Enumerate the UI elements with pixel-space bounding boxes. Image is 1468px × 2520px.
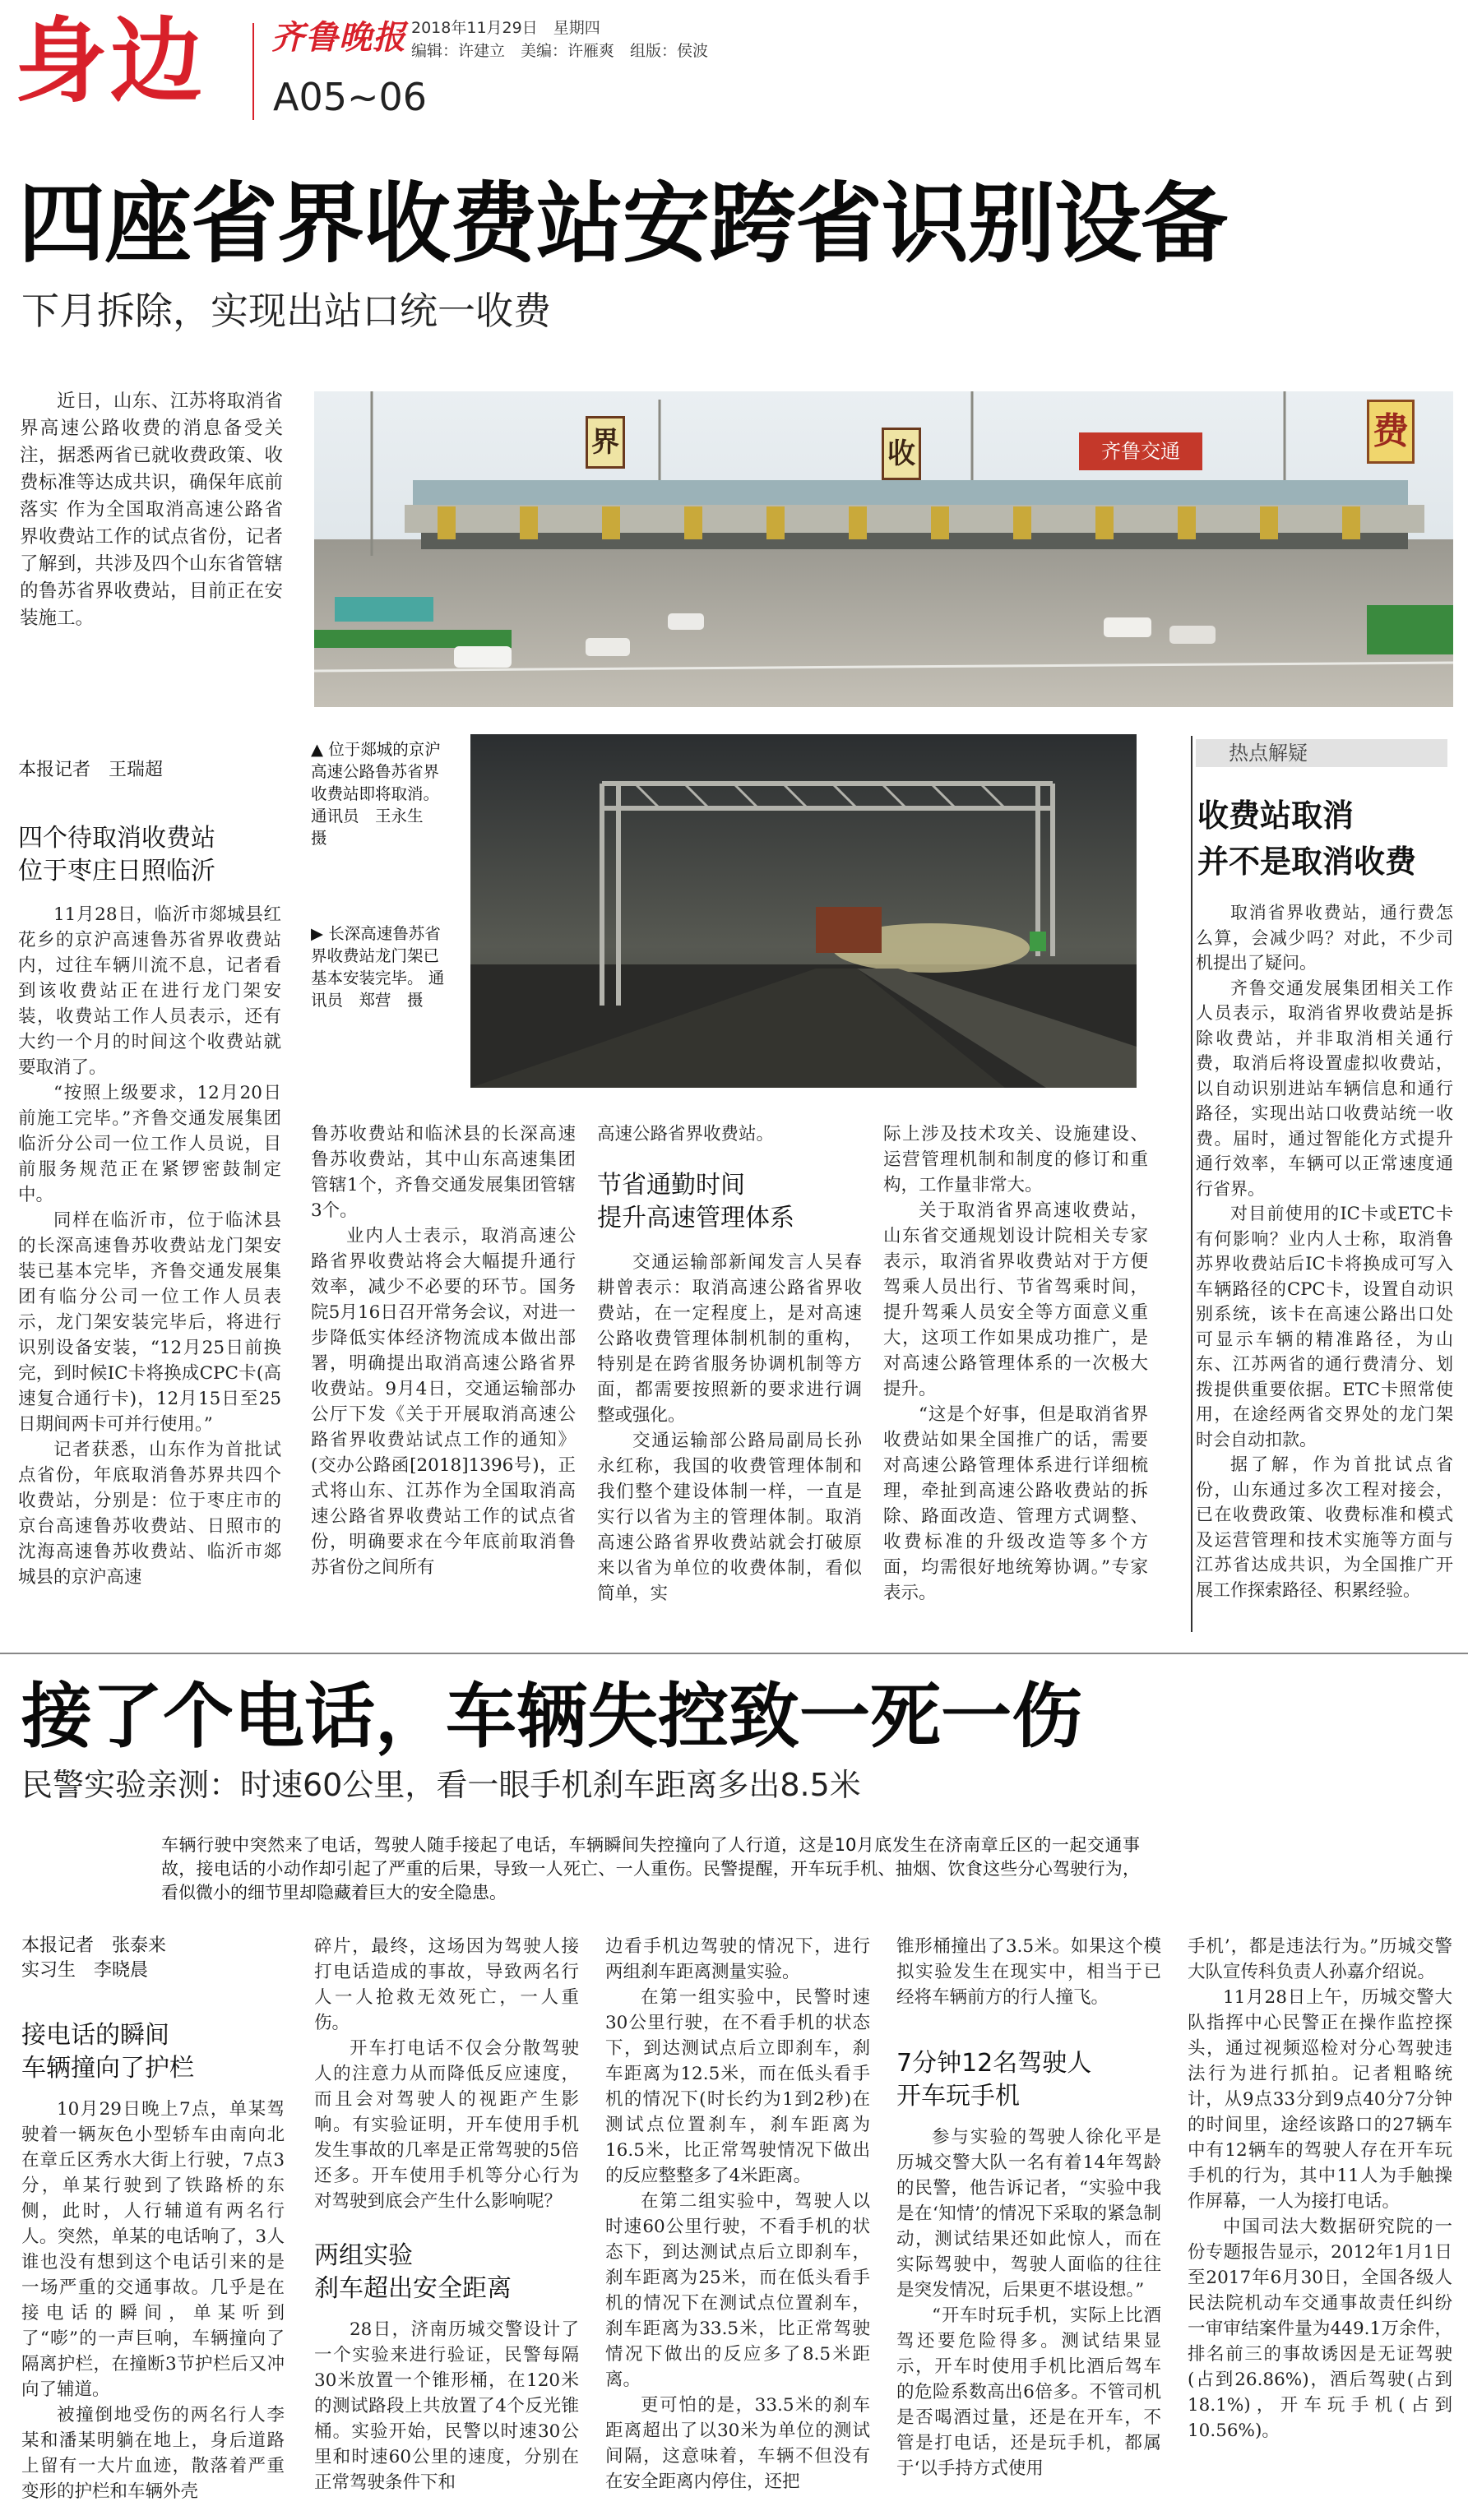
editor-credits: 编辑：许建立 美编：许雁爽 组版：侯波: [411, 42, 709, 60]
article2-headline: 接了个电话，车辆失控致一死一伤: [21, 1676, 1082, 1758]
article2-col1-p1: 10月29日晚上7点，单某驾驶着一辆灰色小型轿车由南向北在章丘区秀水大街上行驶，7点3分，单某行驶到了铁路桥的东侧，此时，人行辅道有两名行人。突然，单某的电话响了，3人谁也没有想到这个电话引来的是一场严重的交通事故。几乎是在接电话的瞬间，单某听到了“嘭”的一声巨响，车辆撞向了隔离护栏，在撞断3节护栏后又冲向了辅道。: [21, 2099, 285, 2400]
article2-col2b-p1: 28日，济南历城交警设计了一个实验来进行验证，民警每隔30米放置一个锥形桶，在120米的测试路段上共放置了4个反光锥桶。实验开始，民警以时速30公里和时速60公里的速度，分别在正常驾驶条件下和: [314, 2319, 579, 2493]
toll-sign-1: 界: [586, 416, 625, 469]
article2-column-2: [314, 1934, 579, 2214]
article1-col3-p1: 交通运输部新闻发言人吴春耕曾表示：取消高速公路省界收费站，在一定程度上，是对高速公路收费管理体制机制的重构，特别是在跨省服务协调机制等方面，都需要按照新的要求进行调整或强化。: [597, 1252, 862, 1426]
article1-col3-p2: 交通运输部公路局副局长孙永红称，我国的收费管理体制和我们整个建设体制一样，一直是实行以省为主的管理体制。取消高速公路省界收费站就会打破原来以省为单位的收费体制，看似简单，实: [597, 1431, 862, 1604]
article1-col1-p3: 同样在临沂市，位于临沭县的长深高速鲁苏收费站龙门架安装已基本完毕，齐鲁交通发展集团有临分公司一位工作人员表示，龙门架安装完毕后，将进行识别设备安装，“12月25日前换完，到时候IC卡将换成CPC卡(高速复合通行卡)，12月15日至25日期间两卡可并行使用。”: [18, 1210, 281, 1435]
article1-subhead-2-line1: 节省通勤时间: [597, 1171, 745, 1200]
sidebar-p4: 据了解，作为首批试点省份，山东通过多次工程对接会，已在收费政策、收费标准和模式及运营管理和技术实施等方面与江苏省达成共识，为全国推广开展工作探索路径、积累经验。: [1196, 1454, 1453, 1600]
sidebar-body: [1196, 900, 1453, 1602]
article2-col4-p2: “开车时玩手机，实际上比酒驾还要危险得多。测试结果显示，开车时使用手机比酒后驾车的危险系数高出6倍多。不管司机是否喝酒过量，还是在开车，不管是打电话，还是玩手机，都属于‘以手持方式使用: [896, 2305, 1161, 2479]
article1-subhead-2-line2: 提升高速管理体系: [597, 1204, 794, 1232]
article2-subhead-2-line1: 两组实验: [314, 2241, 413, 2270]
article1-lead: [20, 388, 283, 632]
article2-col3-p3: 在第二组实验中，驾驶人以时速60公里行驶，不看手机的状态下，到达测试点后立即刹车，刹车距离为25米，而在低头看手机的情况下在测试点位置刹车，刹车距离为33.5米，比正常驾驶情况下做出的反应多了8.5米距离。: [605, 2191, 870, 2390]
article2-column-2-body: [314, 2317, 579, 2495]
article1-col4-p3: “这是个好事，但是取消省界收费站如果全国推广的话，需要对高速公路管理体系进行详细梳理，牵扯到高速公路收费站的拆除、路面改造、管理方式调整、收费标准的升级改造等多个方面，均需很好地统筹协调。”专家表示。: [883, 1404, 1148, 1603]
sidebar-title-line1: 收费站取消: [1197, 798, 1355, 834]
article2-subhead-3: [896, 2047, 1091, 2113]
article2-col3-p4: 更可怕的是，33.5米的刹车距离超出了以30米为单位的测试间隔，这意味着，车辆不但没有在安全距离内停住，还把: [605, 2395, 870, 2492]
article1-column-4: [883, 1121, 1148, 1606]
article2-col3-p2: 在第一组实验中，民警时速30公里行驶，在不看手机的状态下，到达测试点后立即刹车，刹车距离为12.5米，而在低头看手机的情况下(时长约为1到2秒)在测试点位置刹车，刹车距离为16.5米，比正常驾驶情况下做出的反应整整多了4米距离。: [605, 1987, 870, 2186]
article2-col3-p1: 边看手机边驾驶的情况下，进行两组刹车距离测量实验。: [605, 1936, 870, 1982]
article2-subhead-3-line1: 7分钟12名驾驶人: [896, 2049, 1092, 2078]
toll-sign-2: 收: [882, 428, 921, 480]
article2-subhead-3-line2: 开车玩手机: [896, 2082, 1020, 2111]
article2-col5-p2: 中国司法大数据研究院的一份专题报告显示，2012年1月1日至2017年6月30日，全国各级人民法院机动车交通事故责任纠纷一审审结案件量为449.1万余件，排名前三的事故诱因是无证驾驶(占到26.86%)，酒后驾驶(占到18.1%)，开车玩手机(占到10.56%)。: [1188, 2217, 1452, 2441]
article2-col4-top: 锥形桶撞出了3.5米。如果这个模拟实验发生在现实中，相当于已经将车辆前方的行人撞飞。: [896, 1936, 1161, 2008]
sidebar-p2: 齐鲁交通发展集团相关工作人员表示，取消省界收费站是拆除收费站，并非取消相关通行费，取消后将设置虚拟收费站，以自动识别进站车辆信息和通行路径，实现出站口收费站统一收费。届时，通过智能化方式提升通行效率，车辆可以正常速度通行省界。: [1196, 978, 1453, 1199]
article2-col4-p1: 参与实验的驾驶人徐化平是历城交警大队一名有着14年驾龄的民警，他告诉记者，“实验中我是在‘知情’的情况下采取的紧急制动，测试结果还如此惊人，而在实际驾驶中，驾驶人面临的往往是突发情况，后果更不堪设想。”: [896, 2127, 1161, 2300]
article2-byline-reporter: 本报记者 张泰来: [21, 1935, 167, 1956]
article1-column-3: [597, 1121, 862, 1147]
toll-sign-3: 费: [1367, 400, 1415, 464]
article1-byline: 本报记者 王瑞超: [18, 760, 164, 780]
article1-column-3-body: [597, 1250, 862, 1607]
masthead-divider: [252, 23, 254, 120]
sidebar-title: [1197, 793, 1416, 885]
article2-column-5: [1188, 1934, 1452, 2444]
photo-caption-2: ▶ 长深高速鲁苏省界收费站龙门架已基本安装完毕。 通讯员 郑营 摄: [311, 924, 445, 1010]
article2-subheadline: 民警实验亲测：时速60公里，看一眼手机刹车距离多出8.5米: [21, 1767, 861, 1803]
article2-column-4: [896, 1934, 1161, 2010]
article2-lead: 车辆行驶中突然来了电话，驾驶人随手接起了电话，车辆瞬间失控撞向了人行道，这是10月底发生在济南章丘区的一起交通事故，接电话的小动作却引起了严重的后果，导致一人死亡、一人重伤。民警提醒，开车玩手机、抽烟、饮食这些分心驾驶行为，看似微小的细节里却隐藏着巨大的安全隐患。: [161, 1835, 1140, 1903]
article2-column-4-body: [896, 2125, 1161, 2481]
article1-col3-top: 高速公路省界收费站。: [597, 1124, 775, 1144]
article2-byline: [21, 1934, 166, 1983]
toll-plaza-photo: [314, 391, 1453, 707]
sidebar-p1: 取消省界收费站，通行费怎么算，会减少吗？对此，不少司机提出了疑问。: [1196, 903, 1453, 973]
paper-logo: 齐鲁晚报: [271, 18, 406, 57]
article1-col2-p1: 鲁苏收费站和临沭县的长深高速鲁苏收费站，其中山东高速集团管辖1个，齐鲁交通发展集团管辖3个。: [311, 1124, 576, 1221]
article2-subhead-1-line1: 接电话的瞬间: [21, 2021, 169, 2050]
article2-column-1: [21, 2097, 285, 2504]
article1-subheadline: 下月拆除，实现出站口统一收费: [21, 289, 551, 333]
gantry-photo: [470, 734, 1137, 1088]
article1-subhead-2: [597, 1169, 794, 1235]
sidebar-p3: 对目前使用的IC卡或ETC卡有何影响？业内人士称，取消鲁苏界收费站后IC卡将换成可写入车辆路径的CPC卡，设置自动识别系统，该卡在高速公路出口处可显示车辆的精准路径，为山东、江苏两省的通行费清分、划拨提供重要依据。ETC卡照常使用，在途经两省交界处的龙门架时会自动扣款。: [1196, 1204, 1453, 1450]
photo-caption-1: ▲ 位于郯城的京沪高速公路鲁苏省界收费站即将取消。 通讯员 王永生 摄: [311, 740, 441, 848]
article1-col4-p1: 际上涉及技术攻关、设施建设、运营管理机制和制度的修订和重构，工作量非常大。: [883, 1124, 1148, 1195]
article2-column-3: [605, 1934, 870, 2495]
issue-date: 2018年11月29日 星期四: [411, 19, 600, 37]
page-number: A05~06: [273, 75, 428, 119]
article2-col5-top: 手机’，都是违法行为。”历城交警大队宣传科负责人孙嘉介绍说。: [1188, 1936, 1452, 1982]
article1-col1-p1: 11月28日，临沂市郯城县红花乡的京沪高速鲁苏省界收费站内，过往车辆川流不息，记者看到该收费站正在进行龙门架安装，收费站工作人员表示，还有大约一个月的时间这个收费站就要取消了。: [18, 904, 281, 1078]
article2-col1-p2: 被撞倒地受伤的两名行人李某和潘某明躺在地上，身后道路上留有一大片血迹，散落着严重变形的护栏和车辆外壳: [21, 2405, 285, 2502]
article2-subhead-2-line2: 刹车超出安全距离: [314, 2274, 512, 2303]
article1-col1-p2: “按照上级要求，12月20日前施工完毕。”齐鲁交通发展集团临沂分公司一位工作人员说，目前服务规范正在紧锣密鼓制定中。: [18, 1083, 281, 1205]
article1-column-1: [18, 902, 281, 1590]
article1-col4-p2: 关于取消省界高速收费站，山东省交通规划设计院相关专家表示，取消省界收费站对于方便驾乘人员出行、节省驾乘时间，提升驾乘人员安全等方面意义重大，这项工作如果成功推广，是对高速公路管理体系的一次极大提升。: [883, 1200, 1148, 1399]
article1-subhead-1-line2: 位于枣庄日照临沂: [18, 857, 215, 885]
article2-subhead-1-line2: 车辆撞向了护栏: [21, 2054, 194, 2083]
article1-column-2: [311, 1121, 576, 1580]
toll-brand-sign: 齐鲁交通: [1079, 432, 1202, 470]
article1-col2-p2: 业内人士表示，取消高速公路省界收费站将会大幅提升通行效率，减少不必要的环节。国务院5月16日召开常务会议，对进一步降低实体经济物流成本做出部署，明确提出取消高速公路省界收费站。9月4日，交通运输部办公厅下发《关于开展取消高速公路省界收费站试点工作的通知》(交办公路函[2018]1396号)，正式将山东、江苏作为全国取消高速公路省界收费站工作的试点省份，明确要求在今年底前取消鲁苏省份之间所有: [311, 1226, 576, 1578]
gantry-illustration: [470, 734, 1137, 1088]
article2-col5-p1: 11月28日上午，历城交警大队指挥中心民警正在操作监控探头，通过视频巡检对分心驾驶违法行为进行抓拍。记者粗略统计，从9点33分到9点40分7分钟的时间里，途经该路口的27辆车中有12辆车的驾驶人存在开车玩手机的行为，其中11人为手触操作屏幕，一人为接打电话。: [1188, 1987, 1452, 2212]
article2-subhead-2: [314, 2240, 512, 2305]
article2-byline-intern: 实习生 李晓晨: [21, 1960, 149, 1981]
article2-subhead-1: [21, 2019, 194, 2085]
sidebar-title-line2: 并不是取消收费: [1197, 844, 1417, 880]
hot-topic-tag: 热点解疑: [1196, 739, 1447, 767]
article1-lead-text: 近日，山东、江苏将取消省界高速公路收费的消息备受关注，据悉两省已就收费政策、收费标准等达成共识，确保年底前落实 作为全国取消高速公路省界收费站工作的试点省份，记者了解到，共涉及四个山东省管辖的鲁苏省界收费站，目前正在安装施工。: [20, 391, 283, 629]
article2-col2-top: 碎片，最终，这场因为驾驶人接打电话造成的事故，导致两名行人一人抢救无效死亡，一人重伤。: [314, 1936, 579, 2033]
article-divider: [0, 1653, 1468, 1654]
sidebar-box-border: [1191, 736, 1192, 1632]
article1-headline: 四座省界收费站安跨省识别设备: [18, 173, 1227, 275]
article2-col2-p1: 开车打电话不仅会分散驾驶人的注意力从而降低反应速度，而且会对驾驶人的视距产生影响。有实验证明，开车使用手机发生事故的几率是正常驾驶的5倍还多。开车使用手机等分心行为对驾驶到底会产生什么影响呢？: [314, 2038, 579, 2212]
article1-subhead-1-line1: 四个待取消收费站: [18, 824, 215, 853]
article1-col1-p4: 记者获悉，山东作为首批试点省份，年底取消鲁苏界共四个收费站，分别是：位于枣庄市的京台高速鲁苏收费站、日照市的沈海高速鲁苏收费站、临沂市郯城县的京沪高速: [18, 1440, 281, 1588]
article1-subhead-1: [18, 822, 215, 888]
section-title: 身边: [15, 8, 206, 115]
